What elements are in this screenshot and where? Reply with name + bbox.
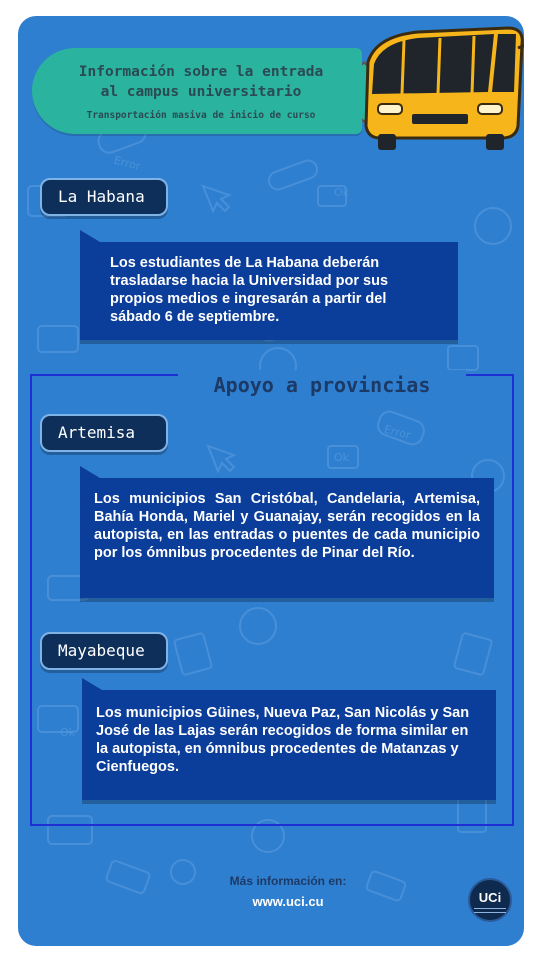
more-info-link[interactable]: www.uci.cu xyxy=(252,894,324,909)
pattern-word-ok: Ok xyxy=(334,186,350,199)
logo-text: UCi xyxy=(478,890,502,905)
pattern-word-error: Error xyxy=(112,153,142,174)
info-la-habana: Los estudiantes de La Habana deberán trasladarse hacia la Universidad por sus propios medios e ingresarán a partir del sábado 6 de septiembre. xyxy=(80,242,458,340)
info-mayabeque: Los municipios Güines, Nueva Paz, San Nicolás y San José de las Lajas serán recogidos de forma similar en la autopista, en ómnibus procedentes de Matanzas y Cienfuegos. xyxy=(82,690,496,800)
info-artemisa: Los municipios San Cristóbal, Candelaria, Artemisa, Bahía Honda, Mariel y Guanajay, serán recogidos en la autopista, en las entradas o puentes de cada municipio por los ómnibus procedentes de Pinar del Río. xyxy=(80,478,494,598)
infographic-card xyxy=(18,16,524,946)
header-subtitle: Transportación masiva de inicio de curso xyxy=(86,110,316,121)
header-title: Información sobre la entrada al campus universitario xyxy=(78,64,324,100)
uci-logo-icon xyxy=(468,878,512,922)
pattern-word-ok-3: Ok xyxy=(60,726,76,739)
bus-icon xyxy=(358,22,524,152)
more-info-label: Más información en: xyxy=(229,874,347,888)
tag-mayabeque: Mayabeque xyxy=(40,632,168,670)
pattern-word-error-2: Error xyxy=(382,422,412,443)
pattern-word-ok-2: Ok xyxy=(334,451,350,464)
tag-la-habana: La Habana xyxy=(40,178,168,216)
support-title: Apoyo a provincias xyxy=(178,370,466,400)
logo-lines xyxy=(474,908,506,913)
tag-artemisa: Artemisa xyxy=(40,414,168,452)
header-banner xyxy=(32,48,362,134)
